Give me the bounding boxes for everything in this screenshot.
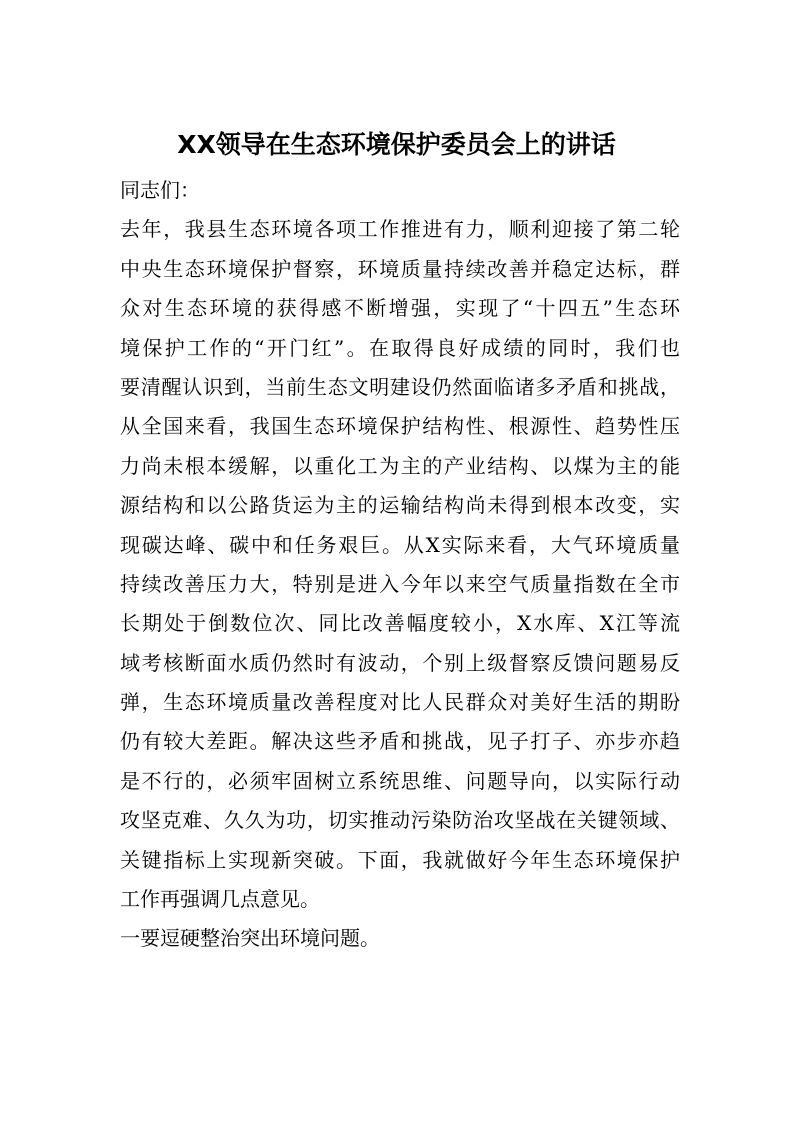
paragraph-line: 关键指标上实现新突破。下面，我就做好今年生态环境保护 (120, 847, 680, 872)
paragraph-line: 境保护工作的“开门红”。在取得良好成绩的同时，我们也 (120, 335, 680, 360)
paragraph-line: 工作再强调几点意见。 (120, 887, 320, 912)
section-heading: 一要逗硬整治突出环境问题。 (120, 926, 380, 951)
paragraph-line: 持续改善压力大，特别是进入今年以来空气质量指数在全市 (120, 571, 680, 596)
paragraph-line: 去年，我县生态环境各项工作推进有力，顺利迎接了第二轮 (120, 217, 680, 242)
paragraph-line: 众对生态环境的获得感不断增强，实现了“十四五”生态环 (120, 296, 680, 321)
document-body (120, 171, 680, 959)
paragraph-line: 仍有较大差距。解决这些矛盾和挑战，见子打子、亦步亦趋 (120, 729, 680, 754)
paragraph-line: 现碳达峰、碳中和任务艰巨。从X实际来看，大气环境质量 (120, 532, 680, 557)
paragraph-line: 攻坚克难、久久为功，切实推动污染防治攻坚战在关键领域、 (120, 808, 680, 833)
paragraph-line: 域考核断面水质仍然时有波动，个别上级督察反馈问题易反 (120, 650, 680, 675)
paragraph-line: 中央生态环境保护督察，环境质量持续改善并稳定达标，群 (120, 256, 680, 281)
paragraph-line: 从全国来看，我国生态环境保护结构性、根源性、趋势性压 (120, 414, 680, 439)
salutation: 同志们： (120, 178, 200, 202)
paragraph-line: 源结构和以公路货运为主的运输结构尚未得到根本改变，实 (120, 493, 680, 518)
document-title: XX领导在生态环境保护委员会上的讲话 (177, 130, 616, 159)
paragraph-line: 要清醒认识到，当前生态文明建设仍然面临诸多矛盾和挑战， (120, 374, 680, 399)
paragraph-line: 力尚未根本缓解，以重化工为主的产业结构、以煤为主的能 (120, 453, 680, 478)
paragraph-line: 长期处于倒数位次、同比改善幅度较小，X水库、X江等流 (120, 611, 680, 636)
paragraph-line: 是不行的，必须牢固树立系统思维、问题导向，以实际行动 (120, 768, 680, 793)
paragraph-line: 弹，生态环境质量改善程度对比人民群众对美好生活的期盼 (120, 690, 680, 715)
